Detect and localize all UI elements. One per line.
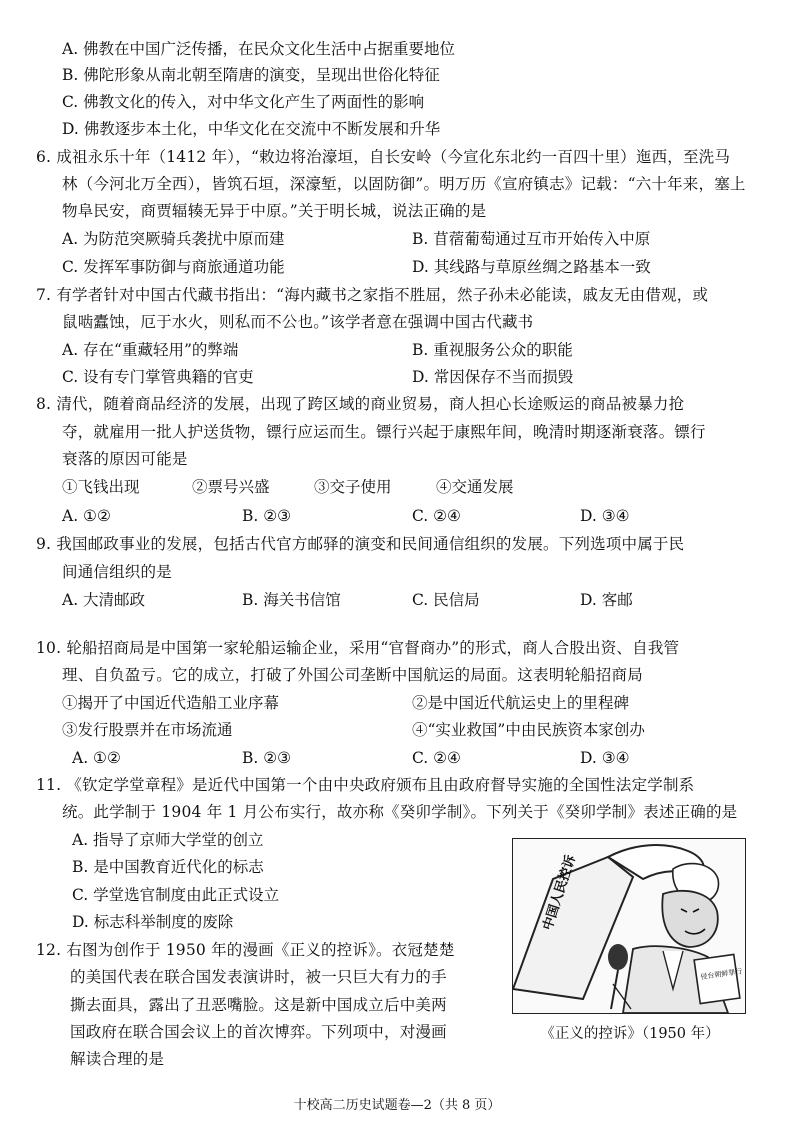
sleeve-text: 中国人民控诉 <box>540 853 579 933</box>
q6-stem-line2: 林（今河北万全西），皆筑石垣，深濠堑，以固防御”。明万历《宣府镇志》记载：“六十年来，塞上 <box>62 175 746 193</box>
q8-item-4: ④交通发展 <box>436 478 514 496</box>
q7-option-d: D. 常因保存不当而损毁 <box>412 368 574 386</box>
q8-option-c: C. ②④ <box>412 507 461 525</box>
q10-option-d: D. ③④ <box>580 749 630 767</box>
q10-item-1: ①揭开了中国近代造船工业序幕 <box>62 694 280 712</box>
q7-option-b: B. 重视服务公众的职能 <box>412 341 573 359</box>
microphone-icon <box>608 944 628 970</box>
q11-option-b: B. 是中国教育近代化的标志 <box>72 858 264 876</box>
q8-item-2: ②票号兴盛 <box>192 478 270 496</box>
q10-stem-line2: 理、自负盈亏。它的成立，打破了外国公司垄断中国航运的局面。这表明轮船招商局 <box>62 666 643 684</box>
q6-stem-line3: 物阜民安，商贾辐辏无异于中原。”关于明长城，说法正确的是 <box>62 202 487 220</box>
q6-option-a: A. 为防范突厥骑兵袭扰中原而建 <box>62 230 285 248</box>
q12-stem-line3: 撕去面具，露出了丑恶嘴脸。这是新中国成立后中美两 <box>70 996 447 1014</box>
q11-option-a: A. 指导了京师大学堂的创立 <box>72 831 264 849</box>
q10-option-c: C. ②④ <box>412 749 461 767</box>
q10-stem-line1: 10. 轮船招商局是中国第一家轮船运输企业，采用“官督商办”的形式，商人合股出资、自我管 <box>36 639 680 657</box>
q11-option-d: D. 标志科举制度的废除 <box>72 913 234 931</box>
q8-stem-line1: 8. 清代，随着商品经济的发展，出现了跨区域的商业贸易，商人担心长途贩运的商品被暴力抢 <box>36 395 685 413</box>
q9-option-c: C. 民信局 <box>412 591 480 609</box>
q12-stem-line4: 国政府在联合国会议上的首次博弈。下列项中，对漫画 <box>70 1023 447 1041</box>
q8-option-d: D. ③④ <box>580 507 630 525</box>
q7-option-a: A. 存在“重藏轻用”的弊端 <box>62 341 239 359</box>
q6-stem-line1: 6. 成祖永乐十年（1412 年），“敕边将治濠垣，自长安岭（今宣化东北约一百四十里）迤西，至洗马 <box>36 148 731 166</box>
page-footer: 十校高二历史试题卷—2（共 8 页） <box>293 1098 501 1113</box>
cartoon-illustration <box>513 839 745 1013</box>
giant-arm-sleeve <box>513 857 633 999</box>
q12-stem-line5: 解读合理的是 <box>70 1050 165 1068</box>
ugly-face <box>662 891 717 947</box>
q5-option-d: D. 佛教逐步本土化，中华文化在交流中不断发展和升华 <box>62 120 441 138</box>
q9-option-d: D. 客邮 <box>580 591 633 609</box>
q6-option-d: D. 其线路与草原丝绸之路基本一致 <box>412 258 651 276</box>
q11-option-c: C. 学堂选官制度由此正式设立 <box>72 886 280 904</box>
q8-stem-line2: 夺，就雇用一批人护送货物，镖行应运而生。镖行兴起于康熙年间，晚清时期逐渐衰落。镖行 <box>62 423 706 441</box>
q11-stem-line2: 统。此学制于 1904 年 1 月公布实行，故亦称《癸卯学制》。下列关于《癸卯学制》表述正确的是 <box>62 803 738 821</box>
q5-option-a: A. 佛教在中国广泛传播，在民众文化生活中占据重要地位 <box>62 40 456 58</box>
q6-option-b: B. 苜蓿葡萄通过互市开始传入中原 <box>412 230 651 248</box>
cartoon-figure <box>512 838 746 1014</box>
q11-stem-line1: 11. 《钦定学堂章程》是近代中国第一个由中央政府颁布且由政府督导实施的全国性法定学制系 <box>36 776 695 794</box>
q10-item-3: ③发行股票并在市场流通 <box>62 721 233 739</box>
q10-option-a: A. ①② <box>72 749 121 767</box>
q9-option-a: A. 大清邮政 <box>62 591 146 609</box>
q8-stem-line3: 衰落的原因可能是 <box>62 450 188 468</box>
cartoon-caption: 《正义的控诉》（1950 年） <box>540 1026 720 1042</box>
q5-option-b: B. 佛陀形象从南北朝至隋唐的演变，呈现出世俗化特征 <box>62 66 440 84</box>
q10-option-b: B. ②③ <box>242 749 292 767</box>
q6-option-c: C. 发挥军事防御与商旅通道功能 <box>62 258 285 276</box>
q8-item-3: ③交子使用 <box>314 478 392 496</box>
q9-stem-line1: 9. 我国邮政事业的发展，包括古代官方邮驿的演变和民间通信组织的发展。下列选项中属于民 <box>36 535 685 553</box>
q7-stem-line2: 鼠啮蠹蚀，厄于水火，则私而不公也。”该学者意在强调中国古代藏书 <box>62 313 534 331</box>
q9-stem-line2: 间通信组织的是 <box>62 563 172 581</box>
q7-stem-line1: 7. 有学者针对中国古代藏书指出：“海内藏书之家指不胜屈，然子孙未必能读，戚友无由借观，或 <box>36 286 709 304</box>
q8-item-1: ①飞钱出现 <box>62 478 140 496</box>
document-text: 侵台朝鲜罪行 <box>700 967 743 982</box>
q10-item-2: ②是中国近代航运史上的里程碑 <box>412 694 630 712</box>
q8-option-a: A. ①② <box>62 507 111 525</box>
q7-option-c: C. 设有专门掌管典籍的官吏 <box>62 368 254 386</box>
q9-option-b: B. 海关书信馆 <box>242 591 341 609</box>
q10-item-4: ④“实业救国”中由民族资本家创办 <box>412 721 645 739</box>
q5-option-c: C. 佛教文化的传入，对中华文化产生了两面性的影响 <box>62 93 425 111</box>
q8-option-b: B. ②③ <box>242 507 292 525</box>
q12-stem-line2: 的美国代表在联合国发表演讲时，被一只巨大有力的手 <box>70 968 447 986</box>
q12-stem-line1: 12. 右图为创作于 1950 年的漫画《正义的控诉》。衣冠楚楚 <box>36 941 455 959</box>
